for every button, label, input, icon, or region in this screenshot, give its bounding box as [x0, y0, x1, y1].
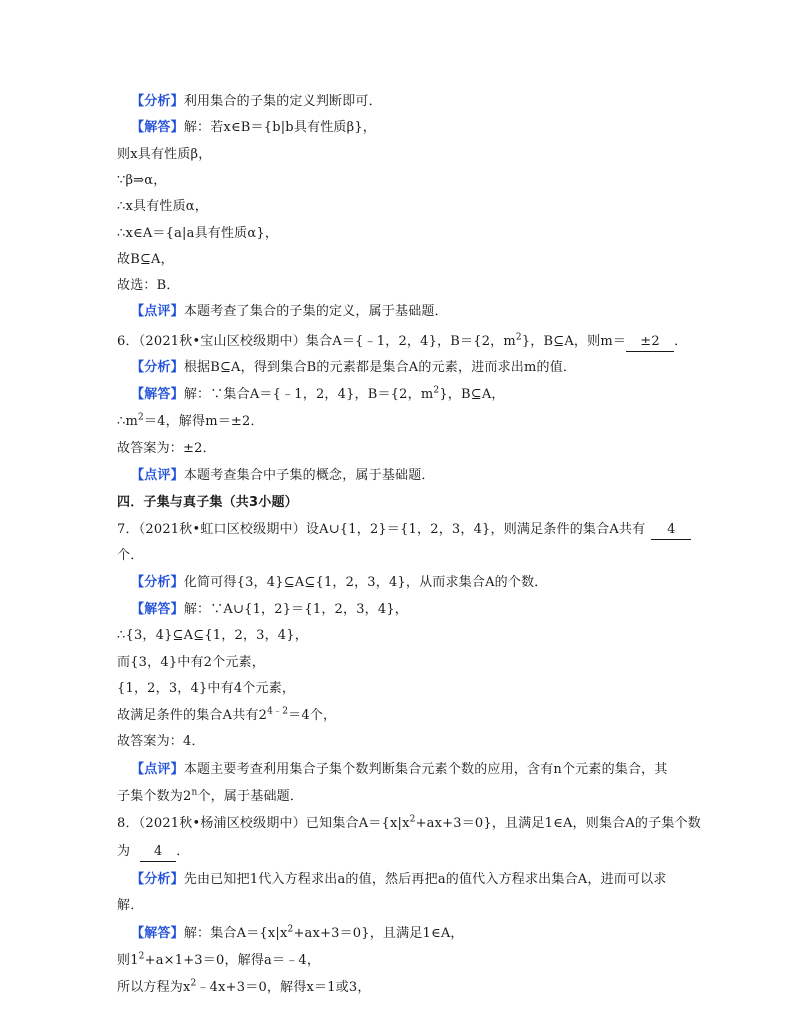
answer-tag: 【解答】: [131, 926, 184, 941]
analysis-tag: 【分析】: [131, 360, 184, 375]
solution-text: +a×1+3＝0，解得a＝﹣4，: [144, 953, 321, 968]
superscript: 2: [515, 332, 522, 343]
question-8-cont: [117, 843, 189, 862]
solution-line: [117, 413, 264, 431]
comment-line: [131, 467, 435, 485]
superscript: 2: [433, 385, 440, 396]
answer-text: 解：∵集合A＝{﹣1，2，4}，B＝{2，m: [183, 387, 434, 402]
comment-line: [131, 761, 668, 779]
answer-text: 解：集合A＝{x|x: [183, 926, 288, 941]
solution-text: 则1: [117, 953, 139, 968]
solution-line: ∴{3，4}⊆A⊆{1，2，3，4}，: [117, 628, 308, 643]
analysis-tag: 【分析】: [131, 94, 184, 109]
solution-line: ∴x∈A＝{a|a具有性质α}，: [117, 226, 279, 241]
superscript: 2: [138, 412, 144, 423]
question-text: 7．（2021秋•虹口区校级期中）设A∪{1，2}＝{1，2，3，4}，则满足条件的集合A共有: [117, 522, 646, 537]
comment-tag: 【点评】: [131, 762, 184, 777]
answer-blank: 4: [651, 521, 691, 540]
question-7-cont: 个．: [117, 548, 144, 563]
solution-line: 故B⊆A，: [117, 252, 174, 267]
question-text: }，B⊆A，则m＝: [521, 334, 627, 349]
question-text: +ax+3＝0}，且满足1∈A，则集合A的子集个数: [415, 816, 701, 831]
question-text: ．: [674, 334, 688, 349]
question-text: 8．（2021秋•杨浦区校级期中）已知集合A＝{x|x: [117, 816, 410, 831]
analysis-line: [131, 574, 547, 592]
answer-blank: 4: [140, 843, 176, 862]
answer-text: }，B⊆A，: [439, 387, 505, 402]
analysis-line: [131, 871, 667, 889]
answer-text: +ax+3＝0}，且满足1∈A，: [293, 926, 464, 941]
solution-line: 故答案为：±2．: [117, 441, 216, 456]
comment-line-cont: [117, 788, 303, 806]
answer-text: 解：若x∈B＝{b|b具有性质β}，: [183, 120, 377, 135]
analysis-text: 根据B⊆A，得到集合B的元素都是集合A的元素，进而求出m的值．: [183, 360, 577, 375]
analysis-line: [131, 93, 382, 111]
comment-text: 个，属于基础题．: [197, 789, 304, 804]
solution-text: ＝4，解得m＝±2．: [143, 414, 264, 429]
answer-blank: ±2: [626, 333, 674, 352]
superscript: 2: [138, 951, 145, 962]
solution-line: [117, 952, 320, 970]
comment-tag: 【点评】: [131, 304, 184, 319]
answer-tag: 【解答】: [131, 387, 184, 402]
answer-line: [131, 925, 464, 943]
solution-text: ∴m: [117, 414, 138, 429]
answer-line: [131, 601, 408, 619]
question-text: ．: [176, 844, 190, 859]
question-text: 6．（2021秋•宝山区校级期中）集合A＝{﹣1，2，4}，B＝{2，m: [117, 334, 516, 349]
analysis-tag: 【分析】: [131, 575, 184, 590]
solution-line: 而{3，4}中有2个元素，: [117, 655, 265, 670]
answer-line: [131, 119, 376, 137]
analysis-line: [131, 359, 576, 377]
question-6: [117, 333, 687, 352]
superscript: 4﹣2: [267, 706, 289, 717]
answer-tag: 【解答】: [131, 602, 184, 617]
analysis-line-cont: 解．: [117, 898, 144, 913]
superscript: n: [191, 787, 198, 798]
answer-tag: 【解答】: [131, 120, 184, 135]
analysis-text: 先由已知把1代入方程求出a的值，然后再把a的值代入方程求出集合A，进而可以求: [183, 872, 667, 887]
comment-text: 本题考查集合中子集的概念，属于基础题．: [183, 468, 435, 483]
superscript: 2: [409, 814, 416, 825]
section-heading: 四．子集与真子集（共3小题）: [117, 495, 298, 510]
superscript: 2: [287, 924, 294, 935]
comment-line: [131, 303, 448, 321]
question-8: [117, 815, 701, 833]
comment-tag: 【点评】: [131, 468, 184, 483]
solution-line: [117, 979, 371, 997]
analysis-text: 利用集合的子集的定义判断即可．: [183, 94, 382, 109]
solution-line: 则x具有性质β，: [117, 147, 212, 162]
analysis-tag: 【分析】: [131, 872, 184, 887]
solution-line: {1，2，3，4}中有4个元素，: [117, 681, 296, 696]
comment-text: 子集个数为2: [117, 789, 192, 804]
solution-text: ＝4个，: [288, 708, 337, 723]
comment-text: 本题考查了集合的子集的定义，属于基础题．: [183, 304, 448, 319]
solution-line: ∵β⇒α，: [117, 173, 167, 188]
superscript: 2: [190, 978, 197, 989]
analysis-text: 化简可得{3，4}⊆A⊆{1，2，3，4}，从而求集合A的个数．: [183, 575, 548, 590]
solution-text: ﹣4x+3＝0，解得x＝1或3，: [196, 980, 371, 995]
solution-line: ∴x具有性质α，: [117, 199, 208, 214]
answer-text: 解：∵A∪{1，2}＝{1，2，3，4}，: [183, 602, 409, 617]
solution-line: [117, 707, 336, 725]
question-text: 为: [117, 844, 131, 859]
question-7: [117, 521, 691, 540]
comment-text: 本题主要考查利用集合子集个数判断集合元素个数的应用，含有n个元素的集合，其: [183, 762, 668, 777]
solution-text: 故满足条件的集合A共有2: [117, 708, 268, 723]
solution-line: 故答案为：4．: [117, 734, 205, 749]
answer-line: [131, 386, 505, 404]
solution-line: 故选：B．: [117, 278, 180, 293]
solution-text: 所以方程为x: [117, 980, 191, 995]
